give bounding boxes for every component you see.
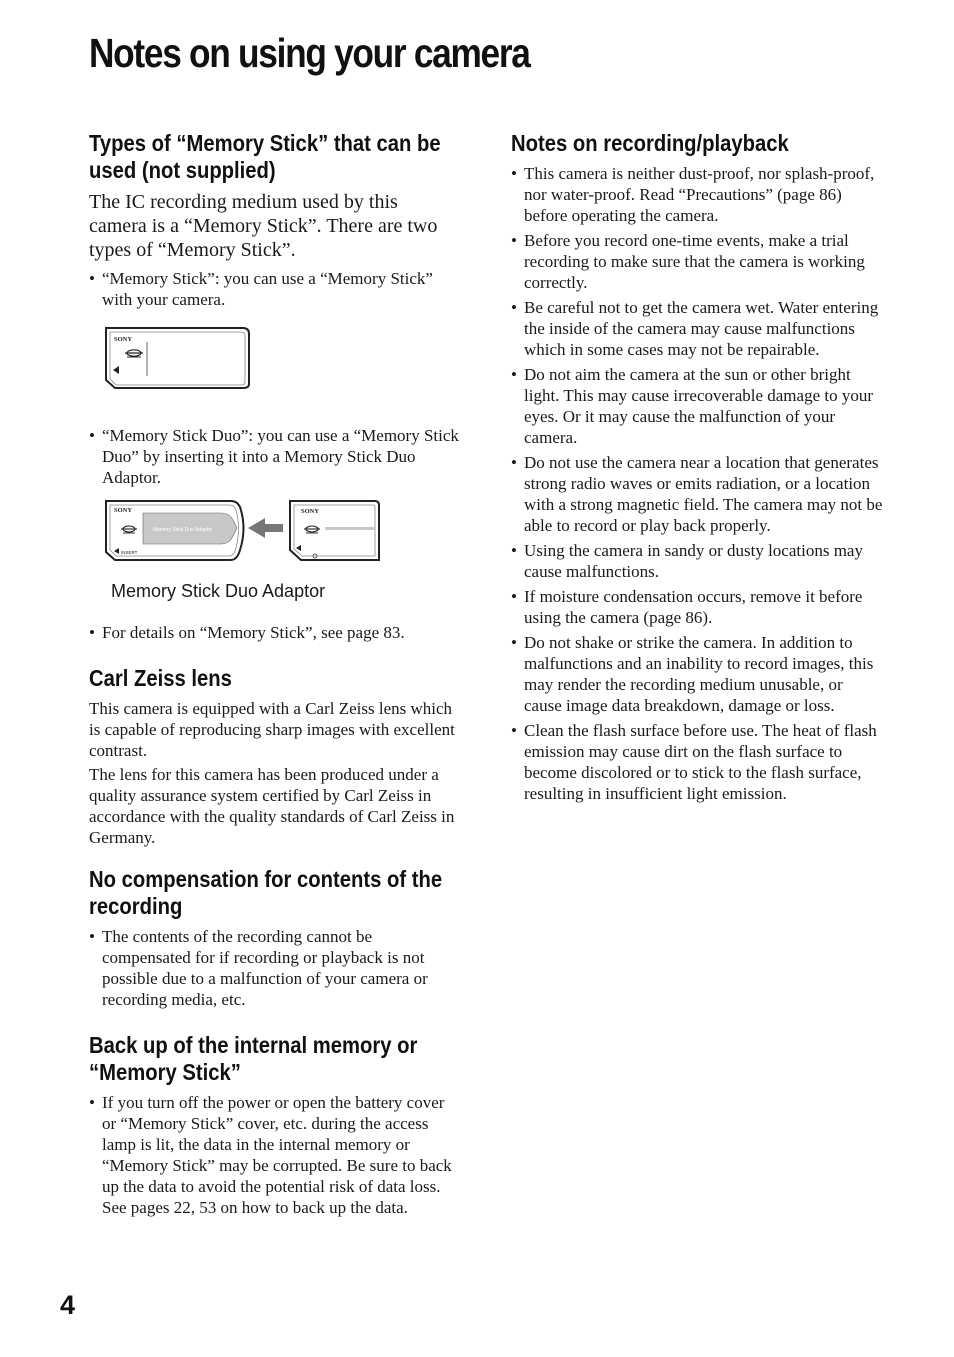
list-item: • Be careful not to get the camera wet. Water entering the inside of the camera may cause malfunctions which in some cases may not be repairable. (511, 297, 883, 360)
list-item: • If you turn off the power or open the battery cover or “Memory Stick” cover, etc. during the access lamp is lit, the data in the internal memory or “Memory Stick” may be corrupted. Be sure to back up the data to avoid the potential risk of data loss. See pages 22, 53 on how to back up the data. (89, 1092, 459, 1218)
list-item: • “Memory Stick Duo”: you can use a “Memory Stick Duo” by inserting it into a Memory Stick Duo Adaptor. (89, 425, 459, 488)
page-title: Notes on using your camera (89, 30, 530, 76)
list-item: • Do not shake or strike the camera. In addition to malfunctions and an inability to record images, this may render the recording medium unusable, or cause image data breakdown, damage or loss. (511, 632, 883, 716)
adaptor-insert-label: INSERT (121, 550, 138, 555)
recording-playback-heading: Notes on recording/playback (511, 130, 789, 156)
memory-stick-list (89, 268, 459, 310)
memory-stick-duo-card (290, 501, 379, 560)
sony-logo-text: SONY (114, 507, 133, 514)
memory-stick-types-heading: Types of “Memory Stick” that can be used (not supplied) (89, 130, 441, 183)
carl-zeiss-paragraph-1: This camera is equipped with a Carl Zeiss lens which is capable of reproducing sharp images with excellent contrast. (89, 699, 455, 760)
memory-stick-duo-list (89, 425, 459, 488)
insert-direction-arrow-icon (248, 518, 283, 538)
list-item: • “Memory Stick”: you can use a “Memory Stick” with your camera. (89, 268, 459, 310)
no-compensation-list (89, 926, 459, 1010)
figure-caption: Memory Stick Duo Adaptor (111, 581, 326, 601)
backup-heading: Back up of the internal memory or “Memory Stick” (89, 1032, 418, 1085)
memory-stick-illustration (103, 324, 253, 390)
list-item: • For details on “Memory Stick”, see page 83. (89, 622, 459, 643)
memory-stick-types-intro: The IC recording medium used by this camera is a “Memory Stick”. There are two types of “Memory Stick”. (89, 191, 438, 261)
sony-logo-text: SONY (114, 336, 133, 343)
list-item: • Before you record one-time events, make a trial recording to make sure that the camera is working correctly. (511, 230, 883, 293)
list-item: • Clean the flash surface before use. The heat of flash emission may cause dirt on the flash surface to become discolored or to stick to the flash surface, resulting in insufficient light emission. (511, 720, 883, 804)
no-compensation-heading: No compensation for contents of the recording (89, 866, 443, 919)
list-item: • If moisture condensation occurs, remove it before using the camera (page 86). (511, 586, 883, 628)
adaptor-card-label: Memory Stick Duo Adaptor (153, 527, 213, 533)
adaptor-card (106, 501, 244, 560)
list-item: • The contents of the recording cannot be compensated for if recording or playback is not possible due to a malfunction of your camera or recording media, etc. (89, 926, 459, 1010)
left-column (89, 130, 459, 1222)
carl-zeiss-heading: Carl Zeiss lens (89, 665, 232, 691)
memory-stick-details-list (89, 622, 459, 643)
list-item: • Do not aim the camera at the sun or other bright light. This may cause irrecoverable damage to your eyes. Or it may cause the malfunction of your camera. (511, 364, 883, 448)
right-column (511, 130, 883, 808)
list-item: • This camera is neither dust-proof, nor splash-proof, nor water-proof. Read “Precautions” (page 86) before operating the camera. (511, 163, 883, 226)
list-item: • Using the camera in sandy or dusty locations may cause malfunctions. (511, 540, 883, 582)
backup-list (89, 1092, 459, 1218)
sony-logo-text: SONY (301, 508, 320, 515)
page-number: 4 (60, 1290, 76, 1320)
carl-zeiss-paragraph-2: The lens for this camera has been produced under a quality assurance system certified by Carl Zeiss in accordance with the quality standards of Carl Zeiss in Germany. (89, 765, 455, 847)
memory-stick-duo-adaptor-illustration (103, 498, 403, 566)
recording-playback-list (511, 163, 883, 804)
list-item: • Do not use the camera near a location that generates strong radio waves or emits radiation, or a location with a strong magnetic field. The camera may not be able to record or play back properly. (511, 452, 883, 536)
